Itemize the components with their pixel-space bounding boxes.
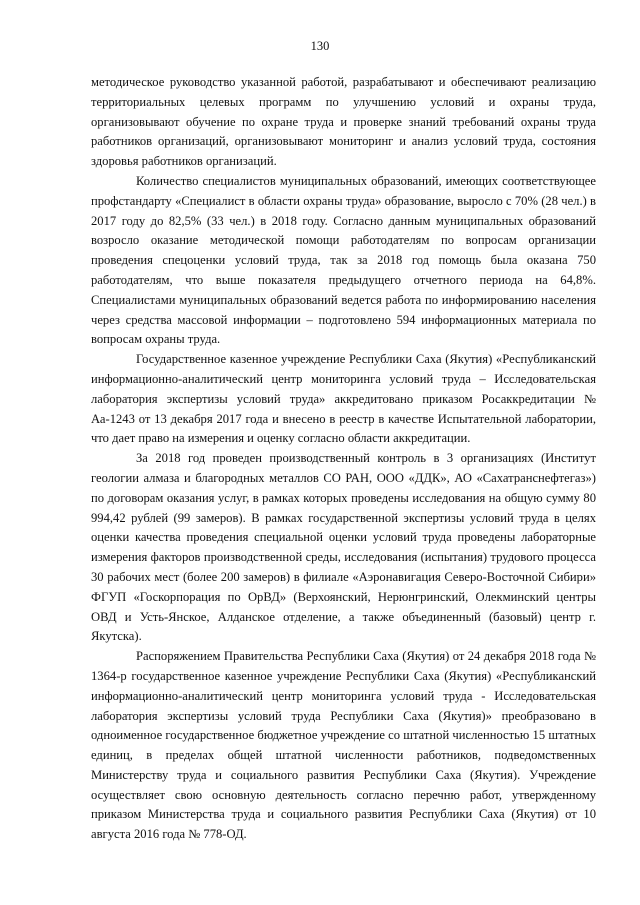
paragraph-production-control: За 2018 год проведен производственный контроль в 3 организациях (Институт геологии алмаза и благородных металлов СО РАН, ООО «ДДК», АО «Сахатранснефтегаз») по договорам оказания услуг, в рамках которых проведены исследования на общую сумму 80 994,42 рублей (99 замеров). В рамках государственной экспертизы условий труда в целях оценки качества проведения специальной оценки условий труда проведены лабораторные измерения факторов производственной среды, исследования (испытания) трудового процесса 30 рабочих мест (более 200 замеров) в филиале «Аэронавигация Северо-Восточной Сибири» ФГУП «Госкорпорация по ОрВД» (Верхоянский, Нерюнгринский, Олекминский центры ОВД и Усть-Янское, Алданское отделение, а также объединенный (базовый) центр г. Якутска). [91, 451, 596, 644]
page-number: 130 [310, 39, 330, 53]
document-body [91, 73, 596, 845]
paragraph-continuation: методическое руководство указанной работой, разрабатывают и обеспечивают реализацию территориальных целевых программ по улучшению условий и охраны труда, организовывают обучение по охране труда и проверке знаний требований охраны труда работников организаций, организовывают мониторинг и анализ условий труда, состояния здоровья работников организаций. [91, 75, 596, 169]
paragraph-specialists-count: Количество специалистов муниципальных образований, имеющих соответствующее профстандарту «Специалист в области охраны труда» образование, выросло с 70% (28 чел.) в 2017 году до 82,5% (33 чел.) в 2018 году. Согласно данным муниципальных образований возросло оказание методической помощи работодателям по вопросам организации проведения спецоценки условий труда, так за 2018 год помощь была оказана 750 работодателям, что выше показателя предыдущего отчетного периода на 64,8%. Специалистами муниципальных образований ведется работа по информированию населения через средства массовой информации – подготовлено 594 информационных материала по вопросам охраны труда. [91, 173, 596, 347]
paragraph-laboratory-accreditation: Государственное казенное учреждение Республики Саха (Якутия) «Республиканский информационно-аналитический центр мониторинга условий труда – Исследовательская лаборатория экспертизы условий труда» аккредитовано приказом Росаккредитации № Аа-1243 от 13 декабря 2017 года и внесено в реестр в качестве Испытательной лаборатории, что дает право на измерения и оценку согласно области аккредитации. [91, 352, 596, 446]
paragraph-government-order: Распоряжением Правительства Республики Саха (Якутия) от 24 декабря 2018 года № 1364-р государственное казенное учреждение Республики Саха (Якутия) «Республиканский информационно-аналитический центр мониторинга условий труда - Исследовательская лаборатория экспертизы условий труда Республики Саха (Якутия)» преобразовано в одноименное государственное бюджетное учреждение со штатной численностью 15 штатных единиц, в пределах общей штатной численности работников, подведомственных Министерству труда и социального развития Республики Саха (Якутия). Учреждение осуществляет свою основную деятельность согласно перечню работ, утвержденному приказом Министерства труда и социального развития Республики Саха (Якутия) от 10 августа 2016 года № 778-ОД. [91, 649, 596, 842]
